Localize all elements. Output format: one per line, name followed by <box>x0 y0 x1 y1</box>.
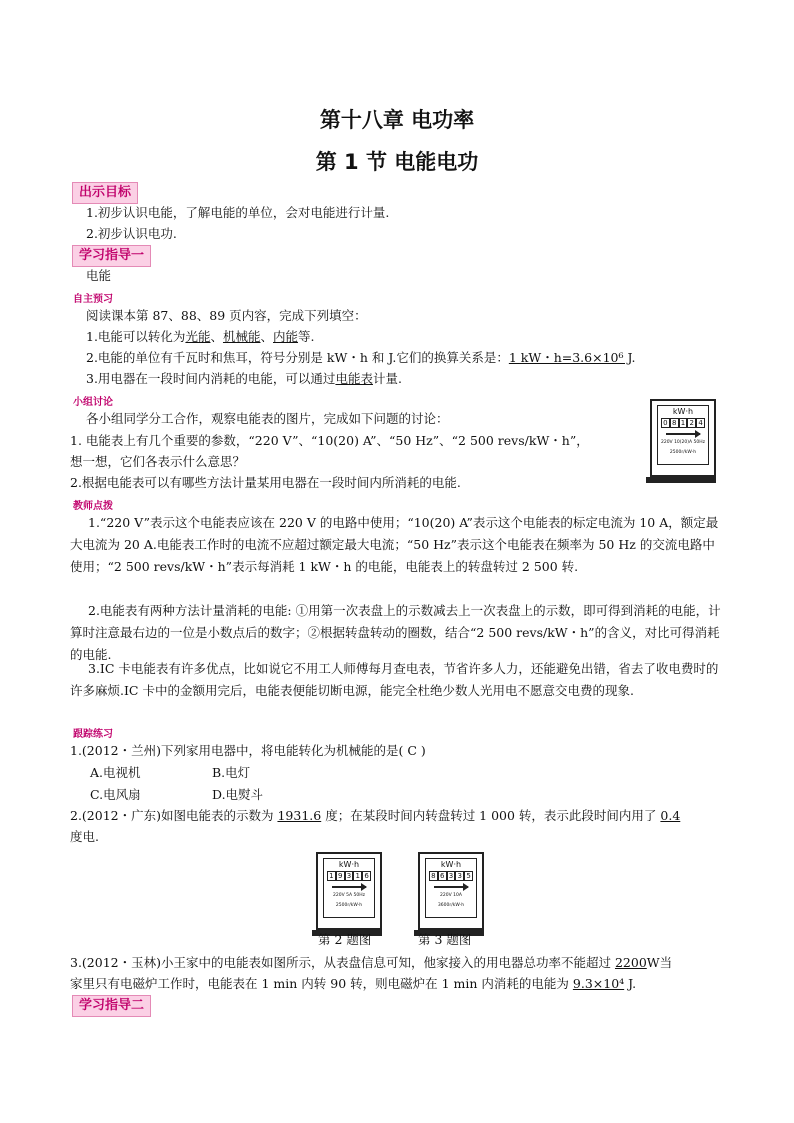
preview-q3: 3.用电器在一段时间内消耗的电能，可以通过电能表计量. <box>86 371 402 386</box>
meter-digits: 1 9 3 1 6 <box>327 871 371 881</box>
tip-2: 2.电能表有两种方法计量消耗的电能: ①用第一次表盘上的示数减去上一次表盘上的示数，即可得到消耗的电能，计算时注意最右边的一位是小数点后的数字；②根据转盘转动的圈数，结合“2 500 revs/kW・h”的含义，对比可得消耗的电能. <box>70 603 721 662</box>
preview-q2: 2.电能的单位有千瓦时和焦耳，符号分别是 kW・h 和 J.它们的换算关系是：1 kW・h=3.6×10⁶ J. <box>86 350 636 365</box>
q1-option-d: D.电熨斗 <box>212 787 264 802</box>
guide1-topic: 电能 <box>86 268 112 283</box>
meter-digits: 0 8 1 2 4 <box>661 418 705 428</box>
meter-disc-icon <box>434 886 468 888</box>
figure-2-caption: 第 2 题图 <box>318 932 372 947</box>
meter-figure-3: kW·h 8 6 3 3 5 220V 10A 3600r/kW·h <box>418 852 484 930</box>
chapter-title: 第十八章 电功率 <box>319 108 475 132</box>
meter-digits: 8 6 3 3 5 <box>429 871 473 881</box>
goal-2: 2.初步认识电功. <box>86 226 177 241</box>
practice-q1: 1.(2012・兰州)下列家用电器中，将电能转化为机械能的是( C ) <box>70 743 426 758</box>
discussion-q1a: 1. 电能表上有几个重要的参数，“220 V”、“10(20) A”、“50 Hz”、“2 500 revs/kW・h”， <box>70 433 589 448</box>
teacher-tips-heading: 教师点拨 <box>73 501 113 512</box>
group-discussion-heading: 小组讨论 <box>73 397 113 408</box>
discussion-q1b: 想一想，它们各表示什么意思？ <box>70 454 246 469</box>
practice-heading: 跟踪练习 <box>73 729 113 740</box>
discussion-intro: 各小组同学分工合作，观察电能表的图片，完成如下问题的讨论： <box>86 411 449 426</box>
meter-disc-icon <box>666 433 700 435</box>
practice-q3a: 3.(2012・玉林)小王家中的电能表如图所示，从表盘信息可知，他家接入的用电器总功率不能超过 2200W当 <box>70 955 673 970</box>
q1-option-a: A.电视机 <box>90 765 141 780</box>
practice-q2a: 2.(2012・广东)如图电能表的示数为 1931.6 度；在某段时间内转盘转过 1 000 转，表示此段时间内用了 0.4 <box>70 808 681 823</box>
preview-q1: 1.电能可以转化为光能、机械能、内能等. <box>86 329 315 344</box>
guide1-heading: 学习指导一 <box>72 245 151 267</box>
q1-option-c: C.电风扇 <box>90 787 141 802</box>
preview-intro: 阅读课本第 87、88、89 页内容，完成下列填空： <box>86 308 367 323</box>
meter-figure-2: kW·h 1 9 3 1 6 220V 5A 50Hz 2500r/kW·h <box>316 852 382 930</box>
self-study-heading: 自主预习 <box>73 294 113 305</box>
section-title: 第 1 节 电能电功 <box>315 150 479 174</box>
meter-disc-icon <box>332 886 366 888</box>
q1-option-b: B.电灯 <box>212 765 251 780</box>
discussion-q2: 2.根据电能表可以有哪些方法计量某用电器在一段时间内所消耗的电能. <box>70 475 461 490</box>
practice-q3b: 家里只有电磁炉工作时，电能表在 1 min 内转 90 转，则电磁炉在 1 min 内消耗的电能为 9.3×10⁴ J. <box>70 976 637 991</box>
figure-3-caption: 第 3 题图 <box>418 932 472 947</box>
goals-heading: 出示目标 <box>72 182 138 204</box>
tip-1: 1.“220 V”表示这个电能表应该在 220 V 的电路中使用；“10(20) A”表示这个电能表的标定电流为 10 A，额定最大电流为 20 A.电能表工作时的电流不应超过额定最大电流；“50 Hz”表示这个电能表在频率为 50 Hz 的交流电路中使用；“2 500 revs/kW・h”表示每消耗 1 kW・h 的电能，电能表上的转盘转过 2 500 转. <box>70 515 719 574</box>
guide2-heading: 学习指导二 <box>72 995 151 1017</box>
goal-1: 1.初步认识电能，了解电能的单位，会对电能进行计量. <box>86 205 390 220</box>
tip-3: 3.IC 卡电能表有许多优点，比如说它不用工人师傅每月查电表，节省许多人力，还能避免出错，省去了收电费时的许多麻烦.IC 卡中的金额用完后，电能表便能切断电源，能完全杜绝少数人光用电不愿意交电费的现象. <box>70 661 719 698</box>
practice-q2b: 度电. <box>70 829 99 844</box>
electric-meter-image: kW·h 0 8 1 2 4 220V 10(20)A 50Hz 2500r/kW·h <box>650 399 716 477</box>
